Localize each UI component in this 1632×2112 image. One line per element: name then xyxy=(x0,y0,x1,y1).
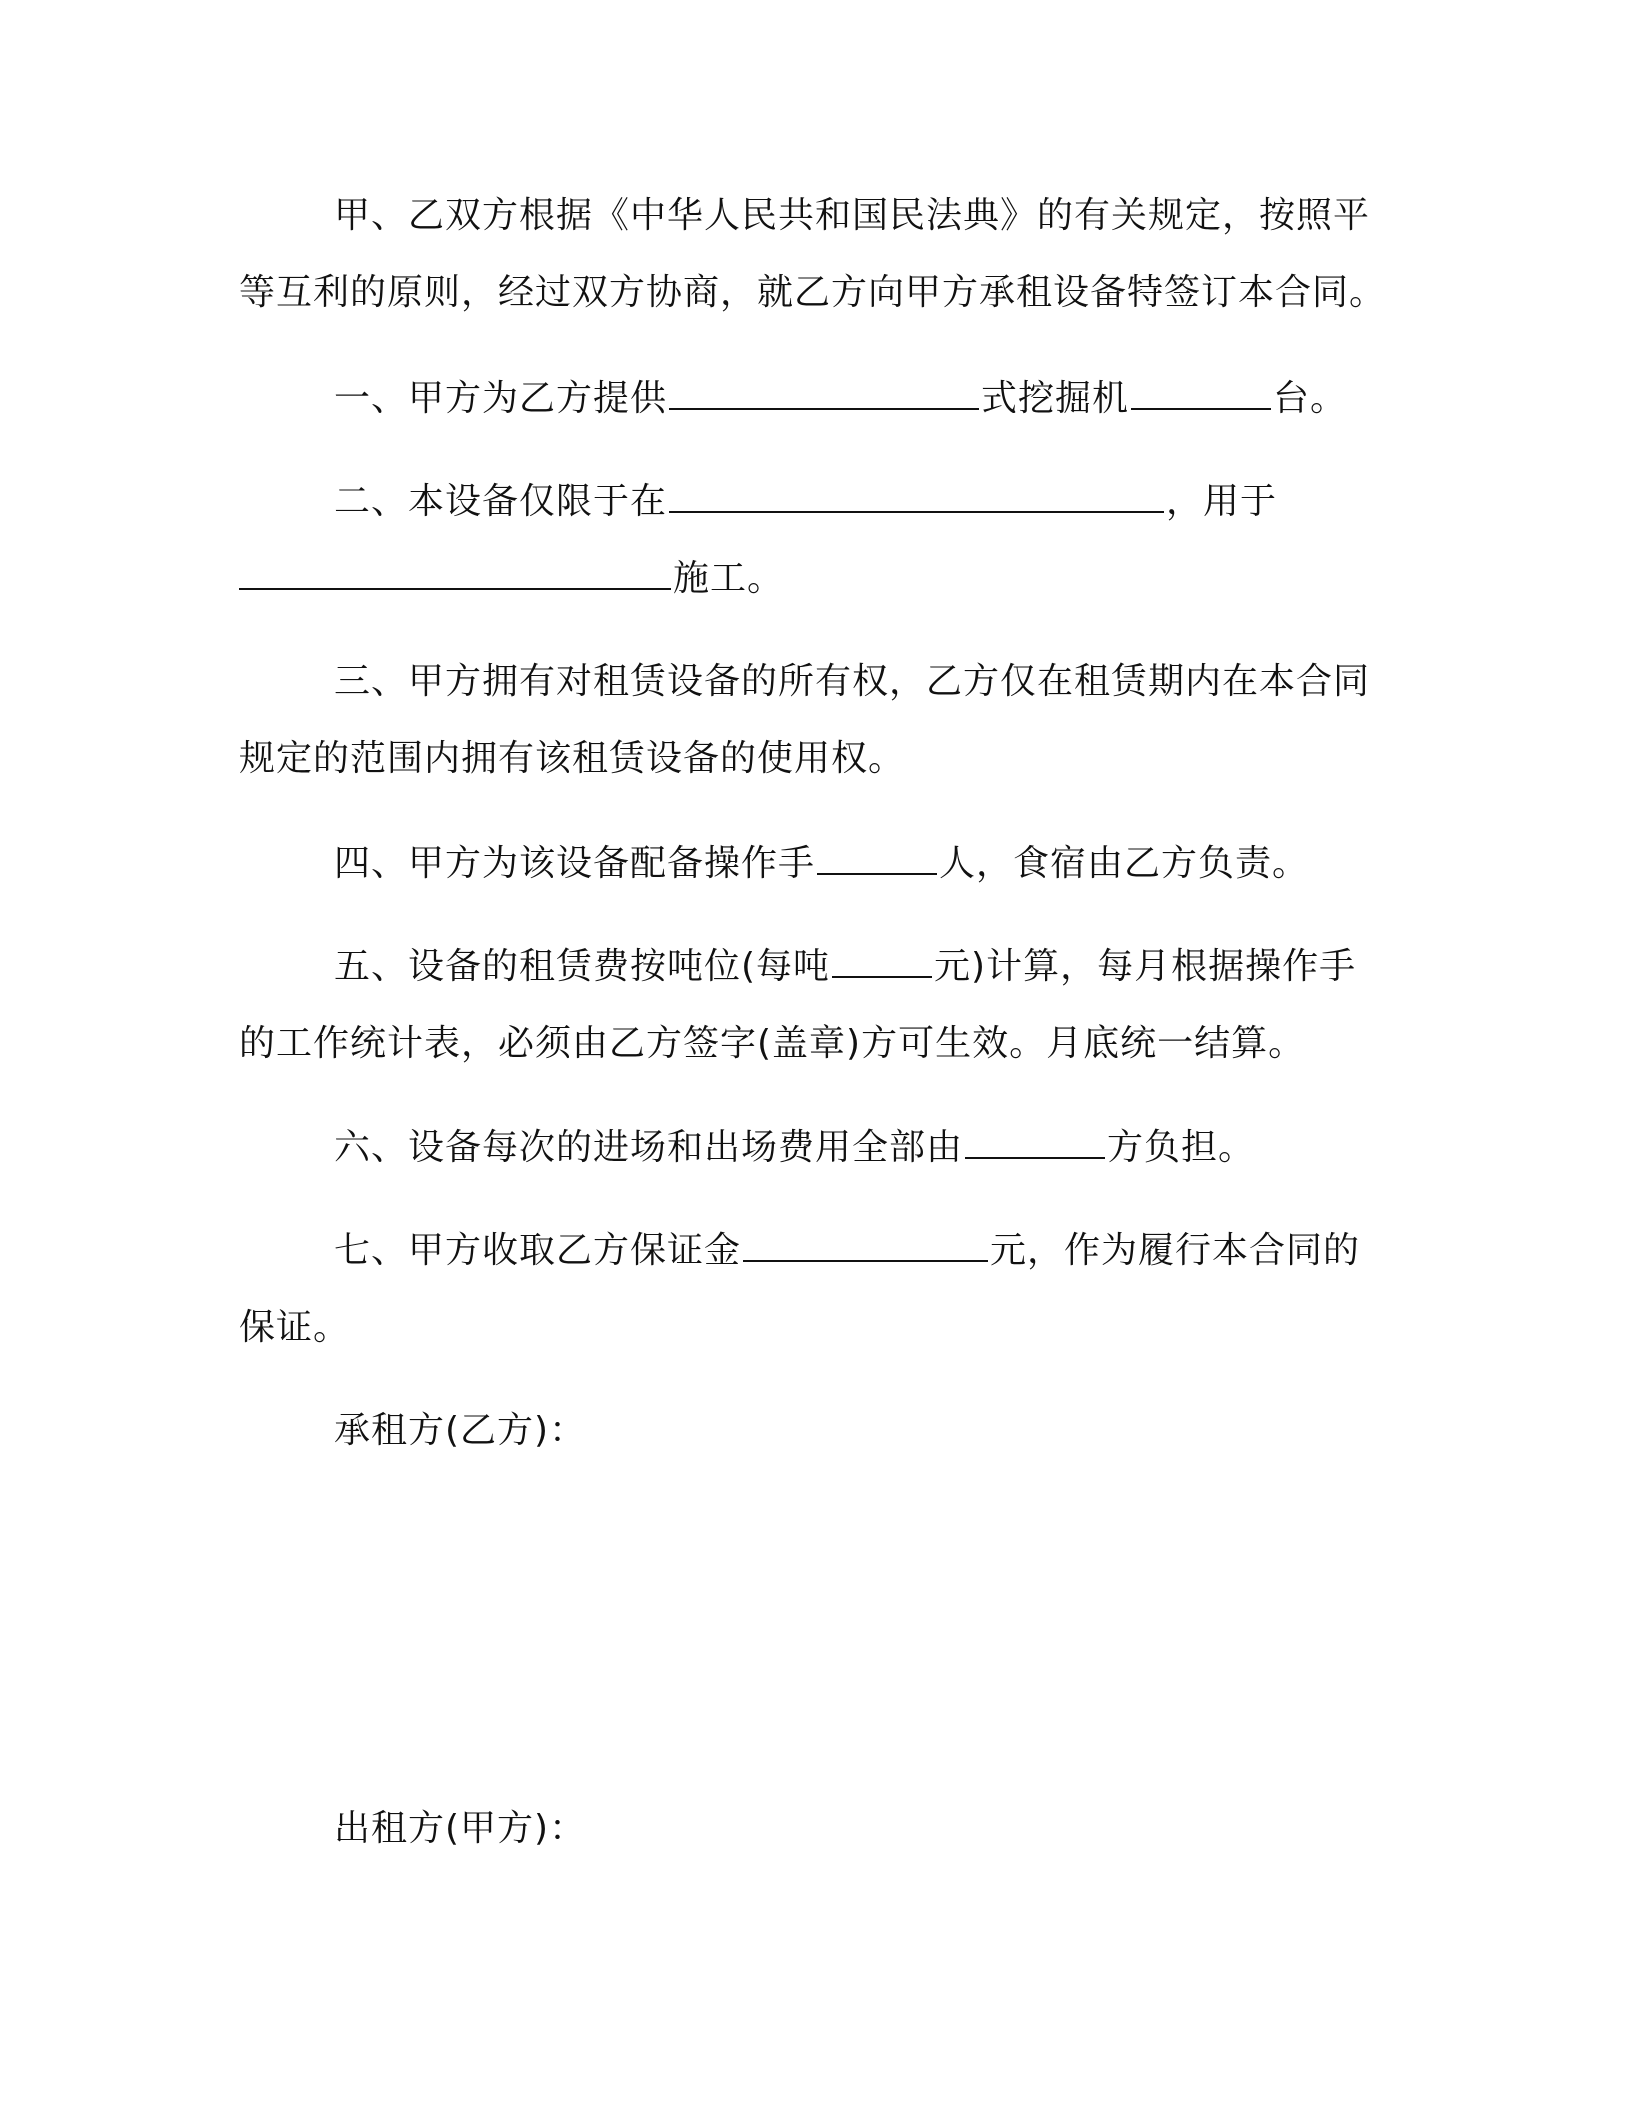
clause-2-line-2 xyxy=(239,540,1389,617)
clause-1-text-c: 台。 xyxy=(1273,378,1348,419)
clause-5 xyxy=(239,928,1389,1082)
lessee-label: 承租方(乙方)： xyxy=(334,1410,587,1451)
clause-2 xyxy=(239,463,1389,617)
clause-4-line xyxy=(239,825,1389,902)
clause-6 xyxy=(239,1109,1389,1186)
operators-blank xyxy=(817,845,937,875)
location-blank xyxy=(669,483,1164,513)
clause-1 xyxy=(239,360,1389,437)
clause-3 xyxy=(239,643,1389,797)
deposit-blank xyxy=(743,1232,988,1262)
price-per-ton-blank xyxy=(832,948,932,978)
clause-2-text-c: 施工。 xyxy=(673,558,785,599)
lessor-label: 出租方(甲方)： xyxy=(334,1808,587,1849)
lessor-signature xyxy=(239,1790,1389,1867)
preamble-paragraph xyxy=(239,177,1389,331)
clause-6-text-b: 方负担。 xyxy=(1107,1127,1256,1168)
clause-1-text-b: 式挖掘机 xyxy=(981,378,1130,419)
clause-4-text-b: 人，食宿由乙方负责。 xyxy=(939,843,1310,884)
clause-1-text-a: 一、甲方为乙方提供 xyxy=(334,378,668,419)
clause-5-text-b: 元)计算，每月根据操作手 xyxy=(934,946,1357,987)
lessee-signature xyxy=(239,1392,1389,1469)
clause-7-line-1 xyxy=(239,1212,1389,1289)
clause-2-text-a: 二、本设备仅限于在 xyxy=(334,481,668,522)
purpose-blank xyxy=(239,560,671,590)
clause-4-text-a: 四、甲方为该设备配备操作手 xyxy=(334,843,816,884)
preamble-line-2: 等互利的原则，经过双方协商，就乙方向甲方承租设备特签订本合同。 xyxy=(239,272,1387,313)
clause-3-line-1: 三、甲方拥有对租赁设备的所有权，乙方仅在租赁期内在本合同 xyxy=(334,661,1371,702)
clause-7-line-2: 保证。 xyxy=(239,1307,351,1348)
clause-6-line xyxy=(239,1109,1389,1186)
clause-5-line-2: 的工作统计表，必须由乙方签字(盖章)方可生效。月底统一结算。 xyxy=(239,1023,1306,1064)
clause-4 xyxy=(239,825,1389,902)
model-blank xyxy=(669,380,979,410)
quantity-blank xyxy=(1131,380,1271,410)
preamble-line-1: 甲、乙双方根据《中华人民共和国民法典》的有关规定，按照平 xyxy=(334,195,1371,236)
clause-5-text-a: 五、设备的租赁费按吨位(每吨 xyxy=(334,946,831,987)
responsible-party-blank xyxy=(965,1129,1105,1159)
clause-6-text-a: 六、设备每次的进场和出场费用全部由 xyxy=(334,1127,964,1168)
clause-1-line xyxy=(239,360,1389,437)
clause-7 xyxy=(239,1212,1389,1366)
clause-7-text-a: 七、甲方收取乙方保证金 xyxy=(334,1230,742,1271)
clause-5-line-1 xyxy=(239,928,1389,1005)
clause-2-line-1 xyxy=(239,463,1389,540)
clause-2-text-b: ，用于 xyxy=(1166,481,1278,522)
clause-3-line-2: 规定的范围内拥有该租赁设备的使用权。 xyxy=(239,738,906,779)
clause-7-text-b: 元，作为履行本合同的 xyxy=(990,1230,1361,1271)
